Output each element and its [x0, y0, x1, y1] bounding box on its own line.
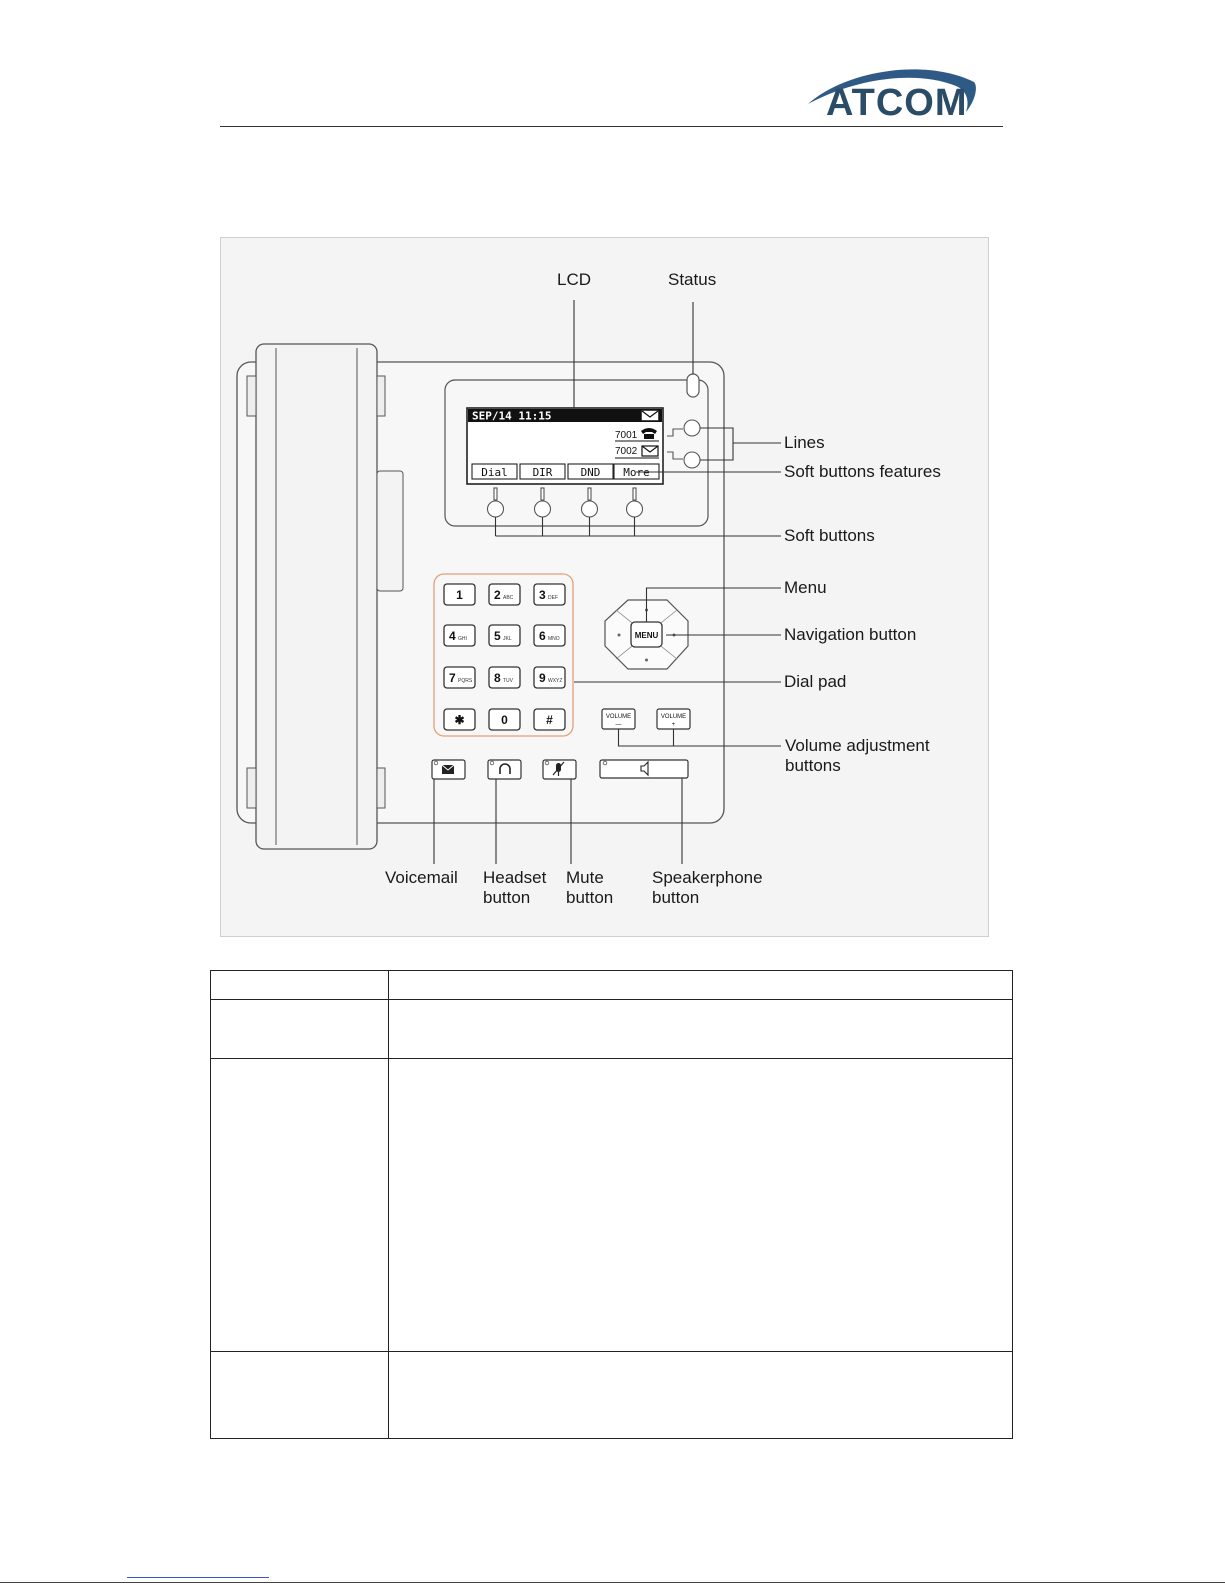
table-cell: [211, 1059, 389, 1352]
label-soft-buttons-features: Soft buttons features: [784, 462, 941, 481]
label-lcd: LCD: [557, 270, 592, 289]
volume-down-label: VOLUME: [605, 714, 632, 720]
label-volume-buttons: buttons: [785, 756, 841, 775]
label-lines: Lines: [784, 433, 825, 452]
dial-key-letters: WXYZ: [548, 678, 563, 684]
dial-key-digit: 1: [456, 588, 463, 602]
menu-button-label: MENU: [634, 631, 659, 640]
label-volume-adjustment: Volume adjustment: [785, 736, 930, 755]
phone-illustration: [221, 238, 988, 936]
table-row: [211, 1000, 1013, 1059]
softkey-label-4: More: [623, 466, 650, 479]
headset-button: [488, 760, 521, 779]
lcd-message-icon: [642, 411, 658, 420]
dial-key-digit: 4: [449, 629, 456, 643]
volume-down-sign: —: [615, 722, 622, 728]
dial-key-digit: 7: [449, 671, 456, 685]
dial-key-7: [444, 667, 475, 688]
dial-key-12: [534, 709, 565, 730]
label-status: Status: [668, 270, 717, 289]
table-cell: [389, 1000, 1013, 1059]
dial-key-digit: 8: [494, 671, 501, 685]
table-cell: [389, 1352, 1013, 1439]
table-cell: [389, 971, 1013, 1000]
label-headset: Headset: [483, 868, 547, 887]
footer-rule: [0, 1582, 1225, 1583]
dial-key-letters: TUV: [503, 678, 513, 684]
dial-key-digit: 5: [494, 629, 501, 643]
label-speakerphone: Speakerphone: [652, 868, 763, 887]
status-led: [687, 374, 699, 397]
dial-key-digit: 9: [539, 671, 546, 685]
dial-key-letters: ABC: [503, 595, 514, 601]
logo-text: ATCOM: [826, 82, 968, 124]
lcd-line2-message-icon: [642, 446, 658, 456]
table-cell: [211, 1000, 389, 1059]
label-speakerphone-button: button: [652, 888, 700, 907]
dial-key-digit: 2: [494, 588, 501, 602]
dial-key-digit: ✱: [454, 713, 465, 727]
table-row: [211, 1059, 1013, 1352]
dial-key-1: [444, 584, 475, 605]
dial-key-9: [534, 667, 565, 688]
dial-key-2: [489, 584, 520, 605]
speakerphone-button: [600, 760, 688, 778]
phone-diagram: [220, 237, 989, 937]
lcd-line2-number: 7002: [615, 446, 638, 457]
table-cell: [389, 1059, 1013, 1352]
softkey-label-2: DIR: [532, 466, 553, 479]
table-cell: [211, 1352, 389, 1439]
dial-key-letters: DEF: [548, 595, 558, 601]
lcd-line1-number: 7001: [615, 430, 638, 441]
lcd-date-time: SEP/14 11:15: [472, 409, 552, 423]
dial-key-digit: #: [546, 713, 553, 727]
volume-up-sign: +: [671, 722, 676, 728]
footer-link[interactable]: [127, 1577, 269, 1578]
label-headset-button: button: [483, 888, 531, 907]
dial-key-4: [444, 625, 475, 646]
dial-key-digit: 3: [539, 588, 546, 602]
description-table: [210, 970, 1013, 1439]
label-voicemail: Voicemail: [385, 868, 458, 887]
table-row: [211, 1352, 1013, 1439]
table-cell: [211, 971, 389, 1000]
label-soft-buttons: Soft buttons: [784, 526, 875, 545]
dial-key-letters: PQRS: [458, 678, 473, 684]
volume-up-label: VOLUME: [660, 714, 687, 720]
dial-key-3: [534, 584, 565, 605]
header-rule: [220, 126, 1003, 127]
label-mute-button: button: [566, 888, 614, 907]
dial-key-11: [489, 709, 520, 730]
dial-key-letters: JKL: [503, 636, 512, 642]
dial-key-10: [444, 709, 475, 730]
dial-key-6: [534, 625, 565, 646]
label-menu: Menu: [784, 578, 827, 597]
softkey-label-1: Dial: [481, 466, 508, 479]
mute-button: [543, 760, 576, 779]
dial-key-letters: MNO: [548, 636, 560, 642]
table-row: [211, 971, 1013, 1000]
label-mute: Mute: [566, 868, 604, 887]
dial-key-8: [489, 667, 520, 688]
dial-key-5: [489, 625, 520, 646]
dial-key-digit: 6: [539, 629, 546, 643]
dial-key-letters: GHI: [458, 636, 467, 642]
label-navigation-button: Navigation button: [784, 625, 917, 644]
softkey-label-3: DND: [580, 466, 601, 479]
label-dial-pad: Dial pad: [784, 672, 847, 691]
atcom-logo: [806, 60, 986, 126]
voicemail-button: [432, 760, 465, 779]
dial-key-digit: 0: [501, 713, 508, 727]
